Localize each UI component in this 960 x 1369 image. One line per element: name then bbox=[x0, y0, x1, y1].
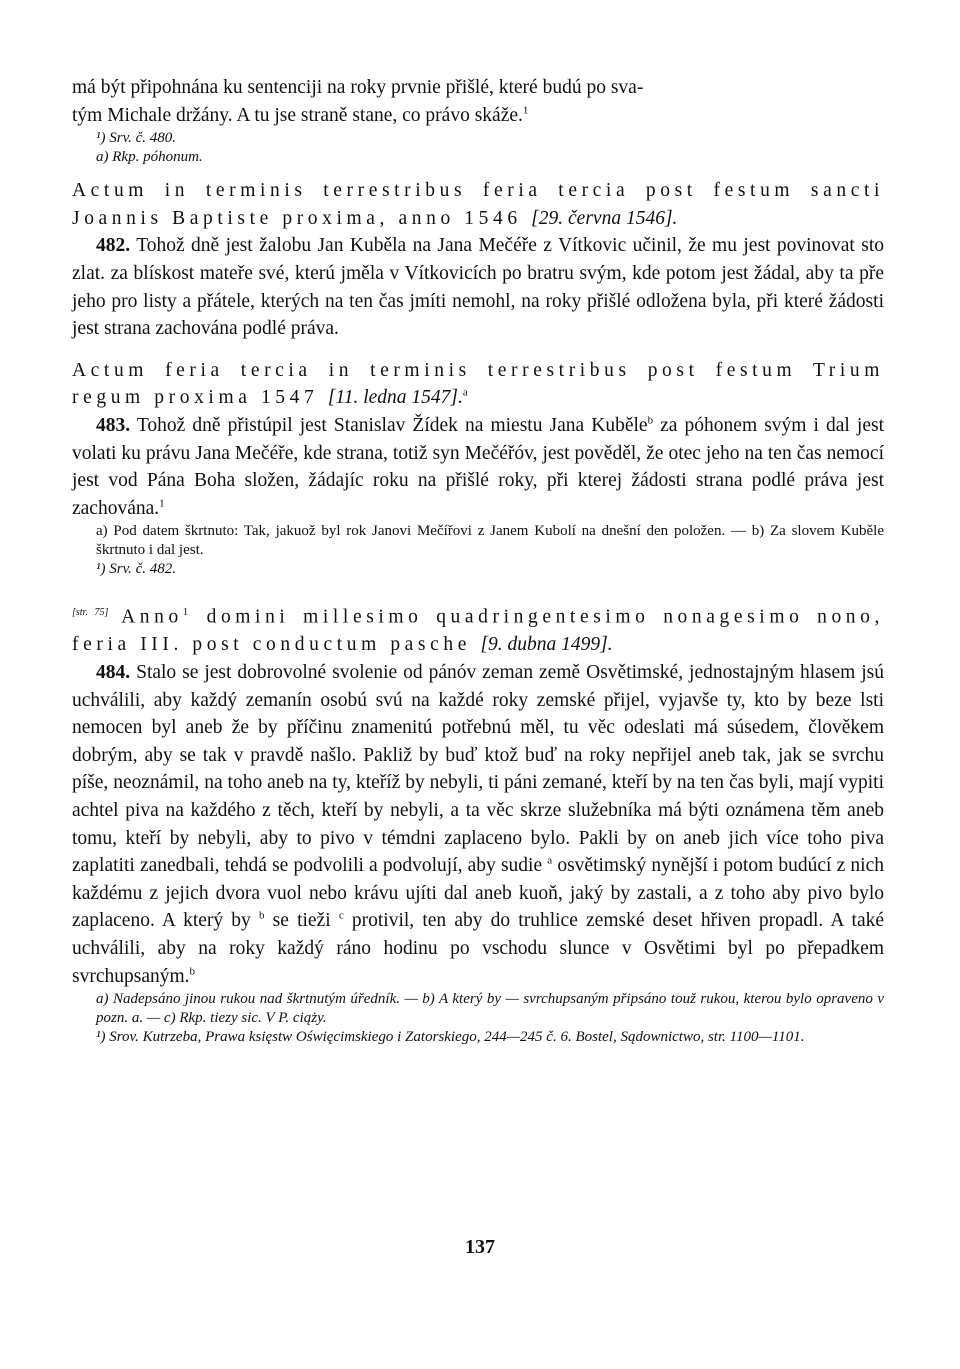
entry-483 bbox=[72, 412, 884, 522]
footnote-ref: b bbox=[647, 414, 654, 427]
footnote-text: a) Rkp. póhonum. bbox=[96, 149, 203, 166]
heading-text: Actum in terminis terrestribus feria tercia post festum sancti Joannis Baptiste proxima, anno 1546 bbox=[72, 180, 884, 229]
footnote bbox=[72, 560, 884, 579]
footnote-text: a) Nadepsáno jinou rukou nad škrtnutým úředník. — b) A který by — svrchupsaným připsáno touž rukou, kterou bylo opraveno v pozn. a. — c) Rkp. tiezy sic. V P. ciąży. bbox=[96, 991, 884, 1027]
footnote-text: ¹) Srv. č. 482. bbox=[96, 561, 177, 578]
entry-text: Tohož dně přistúpil jest Stanislav Žídek na miestu Jana Kuběle bbox=[136, 414, 648, 436]
footnote bbox=[72, 1028, 884, 1047]
footnote-text: ¹) Srov. Kutrzeba, Prawa księstw Oświęcimskiego i Zatorskiego, 244—245 č. 6. Bostel, Sądownictwo, str. 1100—1101. bbox=[96, 1029, 805, 1046]
paragraph-continuation bbox=[72, 74, 884, 129]
footnote bbox=[72, 990, 884, 1028]
heading-text: Anno bbox=[121, 606, 183, 628]
section-heading bbox=[72, 177, 884, 232]
entry-number: 483. bbox=[96, 414, 131, 436]
entry-text: Tohož dně jest žalobu Jan Kuběla na Jana Mečéře z Vítkovic učinil, že mu jest povinovat sto zlat. za blískost mateře své, kterú jměla v Vítkovicích po bratru svým, kde potom jest žádal, aby ta pře jeho pro listy a přátele, kterých na ten čas jmíti nemohl, na roky přišlé odložena byla, při které žádosti jest strana zachována podlé práva. bbox=[72, 235, 885, 340]
section-heading bbox=[72, 599, 884, 659]
entry-text: za póhonem svým i dal jest volati ku právu Jana Mečéře, kde strana, totiž syn Mečéřóv, jest pověděl, že otec jeho na ten čas nemocí jest vod Pána Boha složen, žádajíc roku na přišlé roky, při kterej žádosti strana podlé práva jest zachována. bbox=[72, 414, 884, 519]
heading-text: Actum feria tercia in terminis terrestribus post festum Trium regum proxima 1547 bbox=[72, 359, 884, 409]
footnote-ref: c bbox=[338, 909, 344, 922]
entry-484 bbox=[72, 659, 884, 990]
entry-text: protivil, ten aby do truhlice zemské deset hřiven propadl. A také uchválili, aby na roky každý ráno hodinu po vschodu slunce v Osvětimi byl po přepadkem svrchupsaným. bbox=[72, 910, 885, 987]
footnote: a) Pod datem škrtnuto: Tak, jakuož byl rok Janovi Mečířovi z Janem Kubolí na dnešní den položen. — b) Za slovem Kuběle škrtnuto i dal jest. bbox=[96, 523, 884, 559]
footnote bbox=[72, 129, 884, 148]
footnote-ref: 1 bbox=[522, 104, 529, 117]
footnote-ref: a bbox=[462, 386, 473, 399]
document-page bbox=[72, 74, 884, 1047]
heading-date: [11. ledna 1547]. bbox=[327, 387, 463, 409]
heading-date: [9. dubna 1499]. bbox=[480, 634, 613, 656]
footnote bbox=[72, 148, 884, 167]
entry-text: Stalo se jest dobrovolné svolenie od pánóv zeman země Osvětimské, jednostajným hlasem jsú uchválili, aby každý zemanín osobú svú na každé roky zemské přijel, vyjavše ty, kto by beze lsti nemocen byl aneb že by příčinu znamenitú potřebnú měl, tu věc odeslati má súsedem, člověkem dobrým, aby se tak v pravdě našlo. Pakliž by buď ktož buď na roky nepřijel aneb tak, jak se svrchu píše, neoznámil, na toho aneb na ty, kteříž by nebyli, ti páni zemané, kteří by na ten čas byli, mají vypiti achtel piva na každého z těch, kteří by nebyli, a ta věc skrze služebníka má býti oznámena těm aneb tomu, kteří by nebyli, aby to pivo v témdni zaplaceno bylo. Pakli by on aneb jich více toho piva zaplatiti zanedbali, tehdá se podvolili a podvolují, aby sudie bbox=[72, 662, 885, 877]
footnote-ref: a bbox=[547, 854, 553, 867]
footnote-text: ¹) Srv. č. 480. bbox=[96, 130, 177, 147]
entry-482 bbox=[72, 232, 884, 342]
footnote-ref: 1 bbox=[159, 497, 165, 510]
entry-text: osvětimský nynější i potom budúcí z nich každému z jejich dvora vuol nebo krávu ujíti dal aneb kuoň, jaký by zastali, a z toho aby pivo bylo zaplaceno. A který by bbox=[72, 855, 884, 932]
section-heading bbox=[72, 357, 884, 412]
footnote-ref: 1 bbox=[182, 606, 193, 619]
entry-number: 484. bbox=[96, 662, 131, 683]
text-line: má být připohnána ku sentenciji na roky prvnie přišlé, které budú po sva- bbox=[72, 77, 644, 98]
page-number: 137 bbox=[465, 1236, 495, 1258]
entry-text: se tieži bbox=[272, 910, 331, 932]
text-line: tým Michale držány. A tu jse straně stane, co právo skáže. bbox=[72, 104, 523, 126]
heading-date: [29. června 1546]. bbox=[531, 207, 678, 229]
footnote-ref: b bbox=[258, 909, 265, 922]
heading-text: domini millesimo quadringentesimo nonagesimo nono, feria III. post conductum pasche bbox=[72, 606, 884, 656]
entry-number: 482. bbox=[96, 235, 131, 257]
footnote-ref: b bbox=[189, 965, 196, 978]
margin-page-ref: [str. 75] bbox=[72, 607, 109, 619]
